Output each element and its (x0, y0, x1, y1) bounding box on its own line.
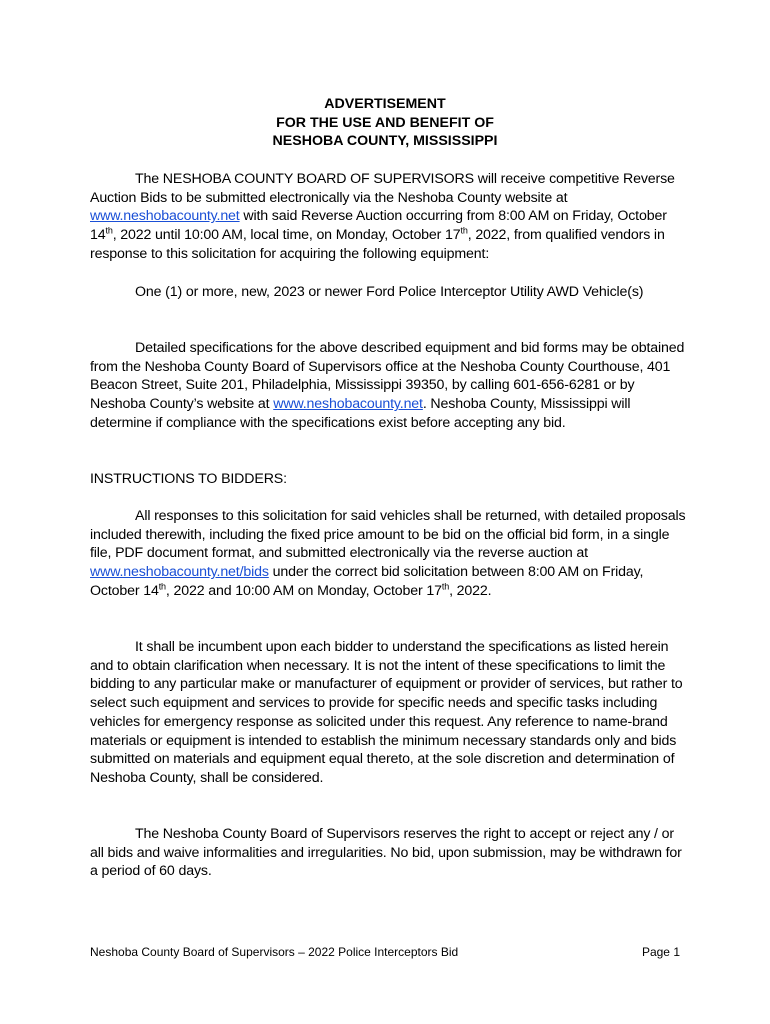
county-website-link[interactable]: www.neshobacounty.net (90, 208, 240, 225)
p1-sup-2: th (460, 225, 468, 236)
p2-text-b: . Neshoba County, Mississippi will determine if compliance with the specifications exist before accepting any bid. (90, 396, 631, 431)
p3-sup-2: th (441, 581, 450, 592)
p1-text-d: , 2022, from qualified vendors in response to this solicitation for acquiring the following equipment: (90, 227, 665, 262)
bids-link[interactable]: www.neshobacounty.net/bids (90, 564, 269, 581)
advertisement-heading (0, 95, 770, 151)
page-number: Page 1 (641, 945, 680, 959)
p3-text-c: , 2022 and 10:00 AM on Monday, October 17 (165, 582, 442, 599)
paragraph-reservation-of-rights: The Neshoba County Board of Supervisors reserves the right to accept or reject any / or all bids and waive informalities and irregularities. No bid, upon submission, may be withdrawn for a period of 60 days. (90, 826, 682, 880)
paragraph-specifications (90, 339, 690, 433)
county-website-link-2[interactable]: www.neshobacounty.net (273, 396, 423, 413)
p3-text-b: under the correct bid solicitation between 8:00 AM on Friday, October 14 (90, 564, 644, 599)
p2-text-a: Detailed specifications for the above described equipment and bid forms may be obtained from the Neshoba County Board of Supervisors office at the Neshoba County Courthouse, 401 Beacon Street, Suite 201, Philadelphia, Mississippi 39350, by calling 601-656-6281 or by Neshoba County’s website at (90, 340, 685, 413)
heading-line-3: NESHOBA COUNTY, MISSISSIPPI (272, 133, 498, 150)
paragraph-bid-notice (90, 170, 690, 264)
instructions-heading: INSTRUCTIONS TO BIDDERS: (90, 471, 287, 487)
p1-text-a: The NESHOBA COUNTY BOARD OF SUPERVISORS will receive competitive Reverse Auction Bids to be submitted electronically via the Neshoba County website at (90, 171, 675, 206)
heading-line-1: ADVERTISEMENT (324, 96, 446, 112)
footer-title: Neshoba County Board of Supervisors – 2022 Police Interceptors Bid (90, 945, 459, 959)
p1-text-c: , 2022 until 10:00 AM, local time, on Monday, October 17 (112, 227, 461, 244)
p1-sup-1: th (105, 225, 113, 236)
paragraph-equipment: One (1) or more, new, 2023 or newer Ford Police Interceptor Utility AWD Vehicle(s) (135, 284, 644, 300)
p3-sup-1: th (158, 581, 166, 592)
p1-text-b: with said Reverse Auction occurring from 8:00 AM on Friday, October 14 (90, 208, 667, 244)
heading-line-2: FOR THE USE AND BENEFIT OF (276, 114, 494, 131)
p3-text-d: , 2022. (449, 582, 492, 599)
paragraph-bidder-responsibility: It shall be incumbent upon each bidder to understand the specifications as listed herein and to obtain clarification when necessary. It is not the intent of these specifications to limit the bidding to any particular make or manufacturer of equipment or provider of services, but rather to select such equipment and services to provide for specific needs and specific tasks including vehicles for emergency response as solicited under this request. Any reference to name-brand materials or equipment is intended to establish the minimum necessary standards only and bids submitted on materials and equipment equal thereto, at the sole discretion and determination of Neshoba County, shall be considered. (90, 639, 683, 786)
paragraph-responses (90, 507, 690, 601)
p3-text-a: All responses to this solicitation for said vehicles shall be returned, with detailed proposals included therewith, including the fixed price amount to be bid on the official bid form, in a single file, PDF document format, and submitted electronically via the reverse auction at (90, 508, 686, 562)
